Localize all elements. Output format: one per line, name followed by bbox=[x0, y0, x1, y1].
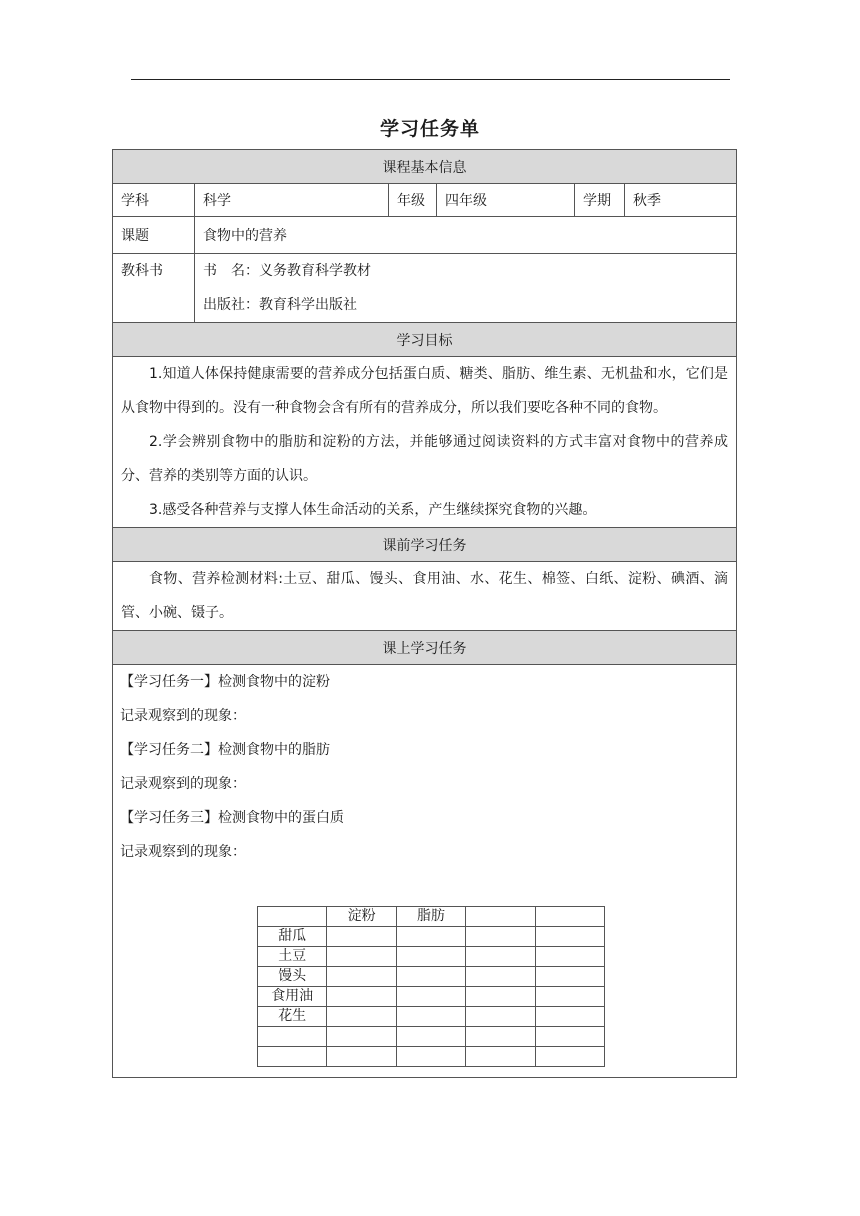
objective-item: 2.学会辨别食物中的脂肪和淀粉的方法，并能够通过阅读资料的方式丰富对食物中的营养成分、营养的类别等方面的认识。 bbox=[121, 434, 729, 484]
record-cell[interactable] bbox=[327, 1007, 396, 1027]
record-cell[interactable] bbox=[327, 927, 396, 947]
record-cell[interactable] bbox=[466, 967, 535, 987]
record-cell[interactable] bbox=[396, 927, 465, 947]
subject-label: 学科 bbox=[113, 184, 195, 217]
objective-item: 3.感受各种营养与支撑人体生命活动的关系，产生继续探究食物的兴趣。 bbox=[149, 502, 597, 518]
record-prompt: 记录观察到的现象： bbox=[120, 708, 246, 724]
book-name: 书 名：义务教育科学教材 bbox=[203, 263, 371, 279]
record-cell[interactable] bbox=[327, 987, 396, 1007]
record-header-fat: 脂肪 bbox=[396, 907, 465, 927]
section-basic-info: 课程基本信息 bbox=[113, 150, 737, 184]
task-three-heading: 【学习任务三】检测食物中的蛋白质 bbox=[120, 810, 344, 826]
record-header-starch: 淀粉 bbox=[327, 907, 396, 927]
task-two-heading: 【学习任务二】检测食物中的脂肪 bbox=[120, 742, 330, 758]
objective-item: 1.知道人体保持健康需要的营养成分包括蛋白质、糖类、脂肪、维生素、无机盐和水，它们是从食物中得到的。没有一种食物会含有所有的营养成分，所以我们要吃各种不同的食物。 bbox=[121, 366, 729, 416]
record-header-cell bbox=[466, 907, 535, 927]
topic-value: 食物中的营养 bbox=[195, 217, 737, 254]
record-cell[interactable] bbox=[396, 1027, 465, 1047]
record-cell[interactable] bbox=[535, 1007, 604, 1027]
record-row-label: 花生 bbox=[258, 1007, 327, 1027]
record-row-label: 土豆 bbox=[258, 947, 327, 967]
record-cell[interactable] bbox=[327, 947, 396, 967]
subject-value: 科学 bbox=[195, 184, 389, 217]
record-cell[interactable] bbox=[535, 947, 604, 967]
record-header-cell bbox=[258, 907, 327, 927]
record-row-label: 食用油 bbox=[258, 987, 327, 1007]
grade-label: 年级 bbox=[389, 184, 437, 217]
materials-text: 食物、营养检测材料:土豆、甜瓜、馒头、食用油、水、花生、棉签、白纸、淀粉、碘酒、滴管、小碗、镊子。 bbox=[121, 571, 729, 621]
record-cell[interactable] bbox=[535, 987, 604, 1007]
record-cell[interactable] bbox=[396, 987, 465, 1007]
record-header-cell bbox=[535, 907, 604, 927]
record-cell[interactable] bbox=[535, 1027, 604, 1047]
record-prompt: 记录观察到的现象： bbox=[120, 776, 246, 792]
record-prompt: 记录观察到的现象： bbox=[120, 844, 246, 860]
book-publisher: 出版社：教育科学出版社 bbox=[203, 297, 357, 313]
in-class-cell bbox=[113, 665, 737, 1078]
topic-label: 课题 bbox=[113, 217, 195, 254]
record-cell[interactable] bbox=[535, 1047, 604, 1067]
textbook-info bbox=[195, 254, 737, 323]
term-label: 学期 bbox=[575, 184, 625, 217]
record-cell[interactable] bbox=[466, 947, 535, 967]
record-cell[interactable] bbox=[466, 987, 535, 1007]
record-row-label: 甜瓜 bbox=[258, 927, 327, 947]
record-cell[interactable] bbox=[466, 927, 535, 947]
record-cell[interactable] bbox=[396, 1047, 465, 1067]
term-value: 秋季 bbox=[625, 184, 737, 217]
record-cell[interactable] bbox=[396, 1007, 465, 1027]
record-table bbox=[257, 906, 605, 1067]
record-cell[interactable] bbox=[396, 967, 465, 987]
header-rule bbox=[131, 79, 730, 80]
record-row-label bbox=[258, 1047, 327, 1067]
worksheet-table bbox=[112, 149, 737, 1078]
record-cell[interactable] bbox=[327, 1027, 396, 1047]
record-cell[interactable] bbox=[466, 1047, 535, 1067]
record-cell[interactable] bbox=[327, 967, 396, 987]
record-cell[interactable] bbox=[396, 947, 465, 967]
record-cell[interactable] bbox=[535, 927, 604, 947]
section-objectives: 学习目标 bbox=[113, 323, 737, 357]
record-row-label bbox=[258, 1027, 327, 1047]
record-row-label: 馒头 bbox=[258, 967, 327, 987]
objectives-cell bbox=[113, 357, 737, 528]
section-pre-class: 课前学习任务 bbox=[113, 528, 737, 562]
record-cell[interactable] bbox=[327, 1047, 396, 1067]
task-one-heading: 【学习任务一】检测食物中的淀粉 bbox=[120, 674, 330, 690]
record-cell[interactable] bbox=[466, 1007, 535, 1027]
document-title: 学习任务单 bbox=[379, 118, 480, 140]
pre-class-cell bbox=[113, 562, 737, 631]
section-in-class: 课上学习任务 bbox=[113, 631, 737, 665]
record-cell[interactable] bbox=[466, 1027, 535, 1047]
record-cell[interactable] bbox=[535, 967, 604, 987]
textbook-label: 教科书 bbox=[121, 263, 163, 279]
grade-value: 四年级 bbox=[437, 184, 575, 217]
